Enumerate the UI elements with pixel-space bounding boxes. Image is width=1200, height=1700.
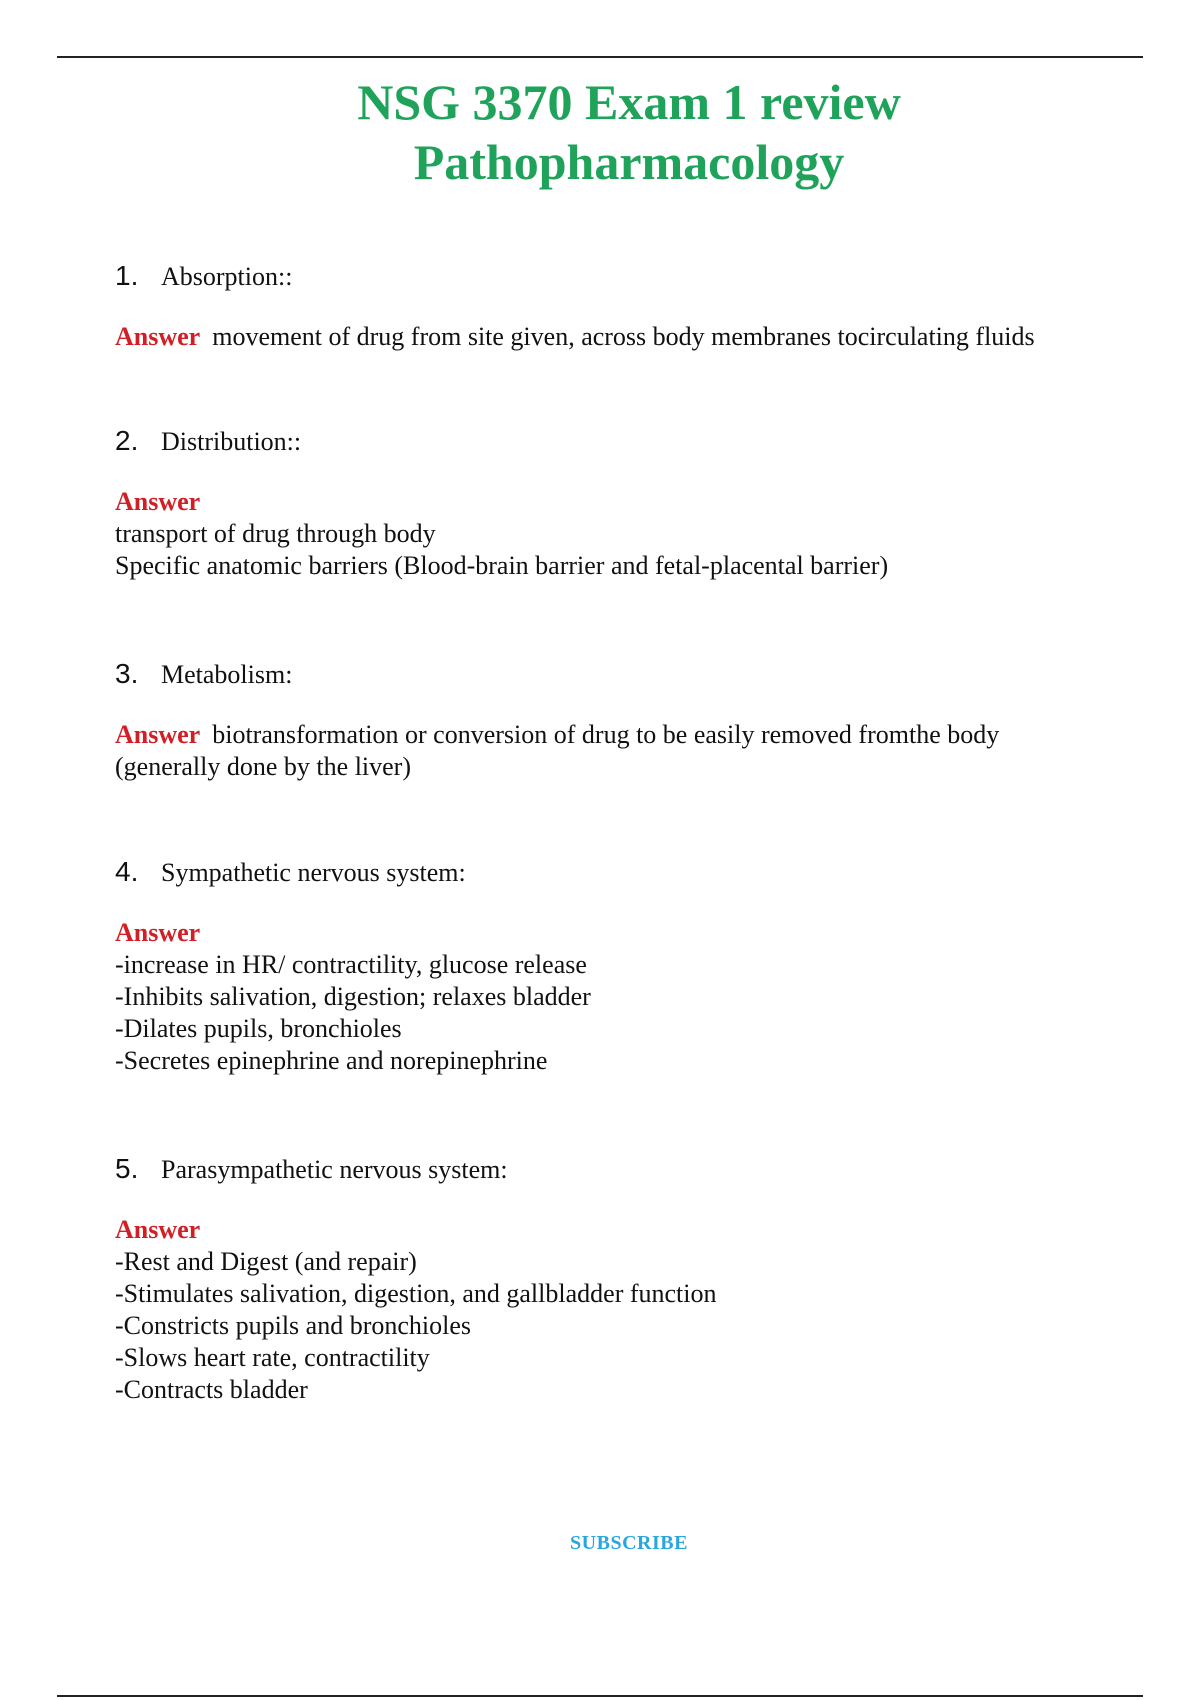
question-text: Distribution:: [161,427,302,456]
question-number: 4. [115,856,139,887]
document-title [0,72,1200,192]
question-number: 2. [115,425,139,456]
answer-label: Answer [115,1215,201,1244]
answer-line: -Stimulates salivation, digestion, and gallbladder function [115,1279,717,1308]
question-number: 1. [115,260,139,291]
question-5 [115,1153,1155,1186]
question-number: 5. [115,1153,139,1184]
question-text: Absorption:: [161,262,293,291]
answer-line: -Inhibits salivation, digestion; relaxes bladder [115,982,591,1011]
answer-4 [115,917,1155,1077]
subscribe-link[interactable]: SUBSCRIBE [570,1532,688,1554]
answer-line: Specific anatomic barriers (Blood-brain barrier and fetal-placental barrier) [115,551,889,580]
bottom-rule [57,1695,1143,1697]
answer-line: -increase in HR/ contractility, glucose release [115,950,587,979]
question-text: Parasympathetic nervous system: [161,1155,508,1184]
question-3 [115,658,1155,691]
answer-line: (generally done by the liver) [115,752,411,781]
question-number: 3. [115,658,139,689]
question-2 [115,425,1155,458]
top-rule [57,56,1143,58]
answer-line: movement of drug from site given, across body membranes tocirculating fluids [212,322,1035,351]
answer-3 [115,719,1155,783]
answer-2 [115,486,1155,582]
question-item-1 [115,260,1155,353]
answer-label: Answer [115,322,201,351]
answer-line: biotransformation or conversion of drug to be easily removed fromthe body [212,720,1000,749]
question-item-3 [115,658,1155,783]
question-1 [115,260,1155,293]
question-text: Sympathetic nervous system: [161,858,466,887]
answer-label: Answer [115,720,201,749]
answer-1 [115,321,1155,353]
question-text: Metabolism: [161,660,293,689]
answer-label: Answer [115,487,201,516]
question-4 [115,856,1155,889]
title-line-2: Pathopharmacology [413,134,845,190]
answer-line: -Secretes epinephrine and norepinephrine [115,1046,548,1075]
answer-line: -Contracts bladder [115,1375,308,1404]
answer-line: -Slows heart rate, contractility [115,1343,430,1372]
answer-line: -Rest and Digest (and repair) [115,1247,417,1276]
answer-line: -Dilates pupils, bronchioles [115,1014,402,1043]
title-line-1: NSG 3370 Exam 1 review [357,74,901,130]
question-item-5 [115,1153,1155,1406]
question-item-4 [115,856,1155,1077]
question-item-2 [115,425,1155,582]
answer-label: Answer [115,918,201,947]
answer-line: -Constricts pupils and bronchioles [115,1311,472,1340]
answer-5 [115,1214,1155,1406]
answer-line: transport of drug through body [115,519,436,548]
